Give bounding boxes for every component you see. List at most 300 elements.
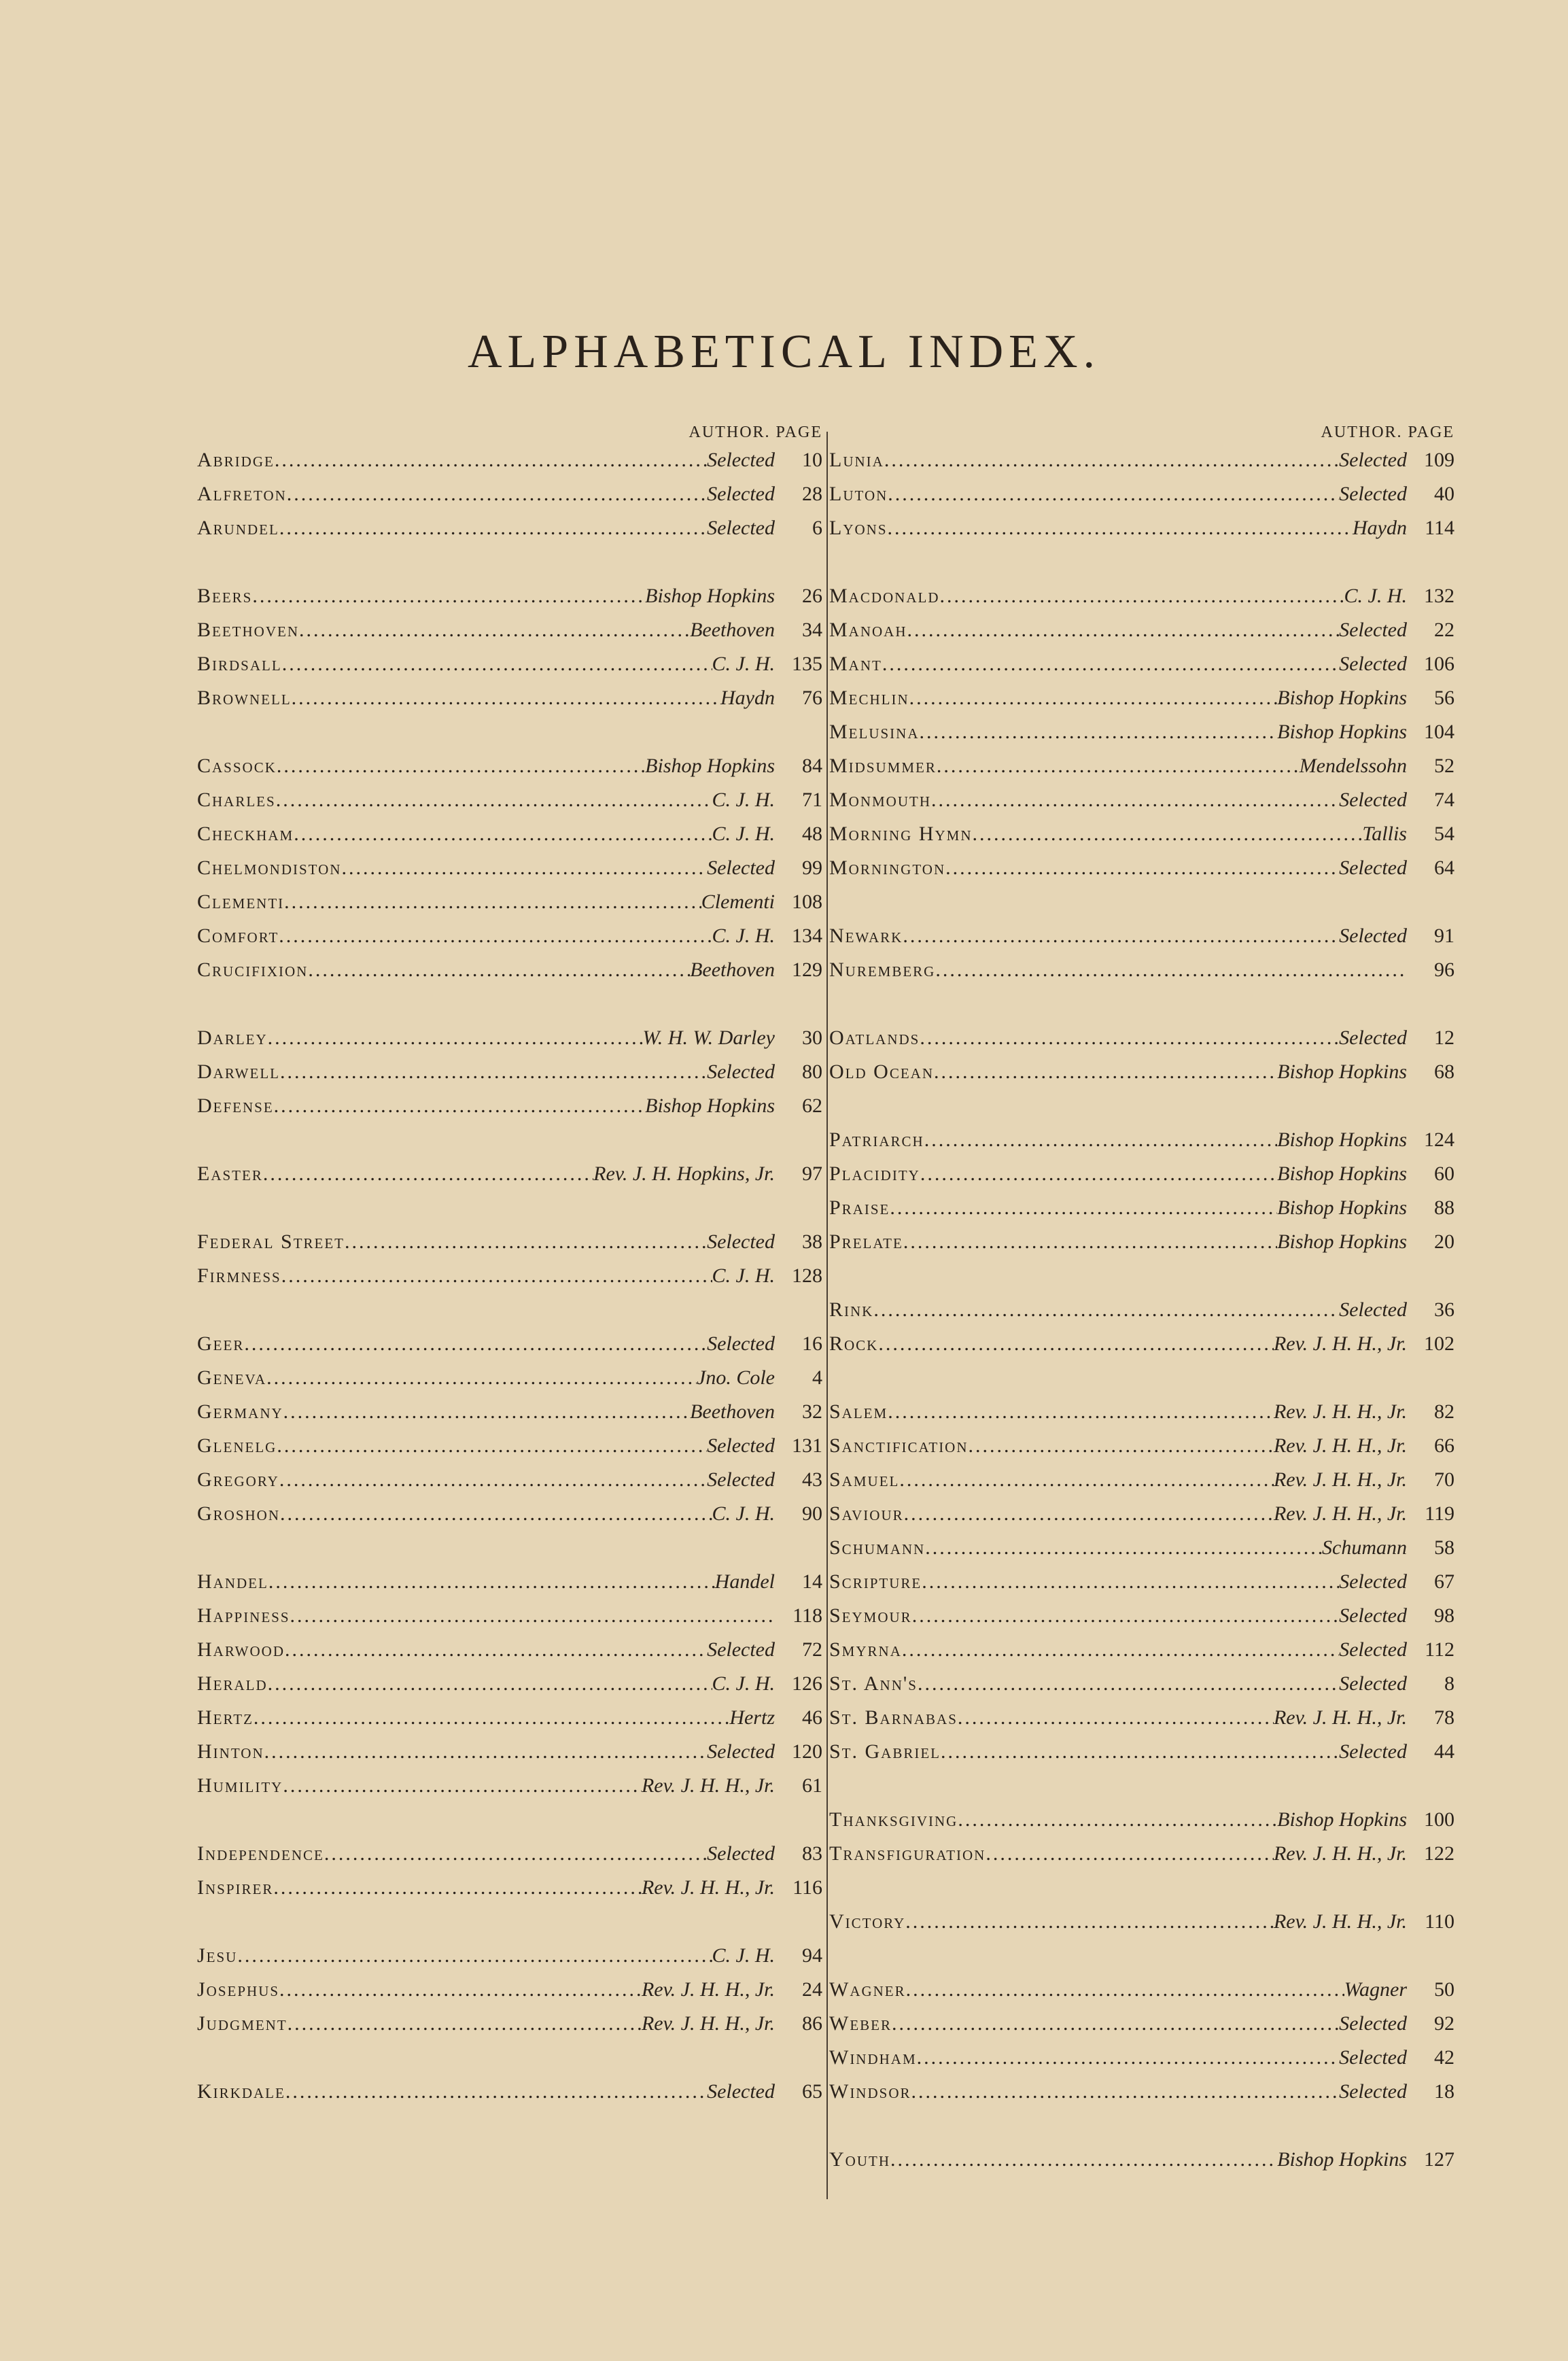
- tune-name: Saviour: [829, 1502, 904, 1525]
- column-header-right: AUTHOR. PAGE: [1321, 424, 1454, 441]
- author-name: Selected: [707, 483, 775, 505]
- dot-leader: [909, 681, 1278, 715]
- index-entry: [197, 443, 822, 477]
- index-entry: [197, 1327, 822, 1361]
- tune-name: Judgment: [197, 2012, 288, 2035]
- page-number: 134: [792, 925, 822, 947]
- page-number: 114: [1425, 517, 1454, 539]
- page-number: 99: [802, 857, 822, 879]
- page-number: 32: [802, 1400, 822, 1423]
- index-entry: [197, 2075, 822, 2109]
- dot-leader: [892, 2007, 1339, 2041]
- author-name: C. J. H.: [712, 823, 775, 845]
- author-name: Haydn: [720, 687, 775, 709]
- index-entry: [197, 1259, 822, 1293]
- tune-name: Beers: [197, 585, 253, 607]
- index-entry: [829, 1497, 1454, 1531]
- index-entry: [197, 1463, 822, 1497]
- dot-leader: [884, 443, 1339, 477]
- index-entry: [829, 1395, 1454, 1429]
- tune-name: Placidity: [829, 1162, 920, 1185]
- dot-leader: [277, 1429, 707, 1463]
- dot-leader: [282, 647, 712, 681]
- author-name: Selected: [1339, 1638, 1407, 1661]
- author-name: Tallis: [1362, 823, 1407, 845]
- page-number: 92: [1434, 2012, 1454, 2035]
- tune-name: Firmness: [197, 1264, 281, 1287]
- dot-leader: [252, 579, 645, 613]
- page-number: 38: [802, 1230, 822, 1253]
- author-name: C. J. H.: [1344, 585, 1407, 607]
- index-entry: [829, 1701, 1454, 1735]
- author-name: Rev. J. H. H., Jr.: [641, 1876, 775, 1899]
- tune-name: Chelmondiston: [197, 857, 342, 879]
- index-entry: [829, 1191, 1454, 1225]
- dot-leader: [973, 817, 1363, 851]
- index-entry: [829, 1463, 1454, 1497]
- index-entry: [829, 1531, 1454, 1565]
- index-entry: [829, 2007, 1454, 2041]
- index-entry: [829, 1837, 1454, 1871]
- tune-name: Abridge: [197, 449, 275, 471]
- author-name: Selected: [1339, 483, 1407, 505]
- author-name: C. J. H.: [712, 925, 775, 947]
- author-name: Selected: [707, 1061, 775, 1083]
- dot-leader: [920, 715, 1278, 749]
- dot-leader: [934, 1055, 1277, 1089]
- author-name: Hertz: [729, 1706, 775, 1729]
- index-entry: [829, 1905, 1454, 1939]
- tune-name: Morning Hymn: [829, 823, 973, 845]
- column-header-left: AUTHOR. PAGE: [689, 424, 822, 441]
- page-number: 70: [1434, 1468, 1454, 1491]
- index-entry: [829, 579, 1454, 613]
- dot-leader: [345, 1225, 707, 1259]
- dot-leader: [244, 1327, 707, 1361]
- tune-name: Checkham: [197, 823, 294, 845]
- page-number: 24: [802, 1978, 822, 2001]
- letter-group-gap: [197, 1905, 822, 1939]
- letter-group-gap: [197, 1803, 822, 1837]
- dot-leader: [324, 1837, 707, 1871]
- author-name: Bishop Hopkins: [645, 1095, 775, 1117]
- tune-name: Herald: [197, 1672, 268, 1695]
- index-entry: [197, 511, 822, 545]
- index-entry: [829, 2143, 1454, 2177]
- author-name: Bishop Hopkins: [1277, 1128, 1407, 1151]
- tune-name: Beethoven: [197, 619, 299, 641]
- index-entry: [829, 1565, 1454, 1599]
- author-name: Selected: [1339, 857, 1407, 879]
- letter-group-gap: [197, 1191, 822, 1225]
- index-entry: [197, 1089, 822, 1123]
- author-name: Selected: [1339, 1672, 1407, 1695]
- dot-leader: [273, 1871, 642, 1905]
- index-entry: [197, 1599, 822, 1633]
- dot-leader: [906, 1973, 1344, 2007]
- page-number: 132: [1424, 585, 1454, 607]
- index-entry: [197, 2007, 822, 2041]
- dot-leader: [924, 1123, 1277, 1157]
- page-number: 78: [1434, 1706, 1454, 1729]
- index-entry: [197, 1769, 822, 1803]
- dot-leader: [277, 749, 645, 783]
- dot-leader: [268, 1667, 712, 1701]
- author-name: Bishop Hopkins: [1277, 1162, 1407, 1185]
- tune-name: Sanctification: [829, 1434, 969, 1457]
- page-number: 91: [1434, 925, 1454, 947]
- page-number: 104: [1424, 721, 1454, 743]
- tune-name: Praise: [829, 1196, 890, 1219]
- author-name: Wagner: [1344, 1978, 1407, 2001]
- dot-leader: [287, 477, 707, 511]
- index-entry: [829, 1803, 1454, 1837]
- letter-group-gap: [829, 1769, 1454, 1803]
- letter-group-gap: [197, 715, 822, 749]
- dot-leader: [254, 1701, 729, 1735]
- author-name: Bishop Hopkins: [1277, 687, 1407, 709]
- author-name: Bishop Hopkins: [645, 585, 775, 607]
- page-number: 6: [812, 517, 822, 539]
- tune-name: Cassock: [197, 755, 277, 777]
- dot-leader: [285, 2075, 707, 2109]
- page-number: 108: [792, 891, 822, 913]
- page-number: 98: [1434, 1604, 1454, 1627]
- tune-name: Salem: [829, 1400, 888, 1423]
- letter-group-gap: [197, 2041, 822, 2075]
- letter-group-gap: [829, 987, 1454, 1021]
- index-entry: [829, 1021, 1454, 1055]
- author-name: Selected: [707, 1230, 775, 1253]
- tune-name: Hinton: [197, 1740, 264, 1763]
- dot-leader: [899, 1463, 1274, 1497]
- author-name: Rev. J. H. H., Jr.: [1273, 1332, 1407, 1355]
- dot-leader: [937, 749, 1300, 783]
- column-divider: [826, 432, 828, 2199]
- index-entry: [829, 1327, 1454, 1361]
- page-number: 131: [792, 1434, 822, 1457]
- letter-group-gap: [197, 1531, 822, 1565]
- author-name: Rev. J. H. H., Jr.: [641, 1774, 775, 1797]
- dot-leader: [283, 1769, 642, 1803]
- author-name: Rev. J. H. H., Jr.: [1273, 1706, 1407, 1729]
- page-number: 62: [802, 1095, 822, 1117]
- index-entry: [829, 919, 1454, 953]
- page-number: 94: [802, 1944, 822, 1967]
- author-name: Bishop Hopkins: [645, 755, 775, 777]
- author-name: Selected: [1339, 925, 1407, 947]
- tune-name: Handel: [197, 1570, 268, 1593]
- dot-leader: [903, 919, 1339, 953]
- index-entry: [829, 1123, 1454, 1157]
- index-entry: [197, 1735, 822, 1769]
- index-entry: [829, 1735, 1454, 1769]
- tune-name: Federal Street: [197, 1230, 345, 1253]
- dot-leader: [902, 1633, 1339, 1667]
- letter-group-gap: [829, 1089, 1454, 1123]
- index-entry: [197, 1871, 822, 1905]
- dot-leader: [873, 1293, 1339, 1327]
- index-entry: [197, 1395, 822, 1429]
- tune-name: Inspirer: [197, 1876, 274, 1899]
- dot-leader: [280, 1055, 707, 1089]
- page-number: 109: [1424, 449, 1454, 471]
- index-entry: [829, 1293, 1454, 1327]
- tune-name: Birdsall: [197, 653, 282, 675]
- index-entry: [829, 477, 1454, 511]
- author-name: Clementi: [701, 891, 775, 913]
- author-name: C. J. H.: [712, 653, 775, 675]
- author-name: Selected: [707, 1468, 775, 1491]
- tune-name: Darwell: [197, 1061, 280, 1083]
- dot-leader: [288, 2007, 642, 2041]
- author-name: Selected: [1339, 449, 1407, 471]
- dot-leader: [341, 851, 707, 885]
- author-name: Bishop Hopkins: [1277, 1196, 1407, 1219]
- author-name: Selected: [707, 1434, 775, 1457]
- dot-leader: [903, 1225, 1277, 1259]
- dot-leader: [917, 2041, 1339, 2075]
- tune-name: Independence: [197, 1842, 324, 1865]
- page-number: 71: [802, 789, 822, 811]
- page-number: 58: [1434, 1536, 1454, 1559]
- letter-group-gap: [197, 545, 822, 579]
- page-number: 54: [1434, 823, 1454, 845]
- author-name: Bishop Hopkins: [1277, 2148, 1407, 2171]
- tune-name: Rock: [829, 1332, 879, 1355]
- dot-leader: [290, 1599, 775, 1633]
- author-name: Beethoven: [690, 1400, 775, 1423]
- author-name: C. J. H.: [712, 1264, 775, 1287]
- index-entry: [829, 647, 1454, 681]
- index-entry: [197, 1021, 822, 1055]
- index-entry: [197, 579, 822, 613]
- page-number: 56: [1434, 687, 1454, 709]
- tune-name: Youth: [829, 2148, 890, 2171]
- tune-name: Josephus: [197, 1978, 280, 2001]
- page-number: 40: [1434, 483, 1454, 505]
- dot-leader: [285, 1633, 707, 1667]
- page-number: 72: [802, 1638, 822, 1661]
- index-entry: [829, 2075, 1454, 2109]
- author-name: Bishop Hopkins: [1277, 1230, 1407, 1253]
- dot-leader: [931, 783, 1339, 817]
- author-name: Handel: [714, 1570, 775, 1593]
- page-number: 126: [792, 1672, 822, 1695]
- page-number: 124: [1424, 1128, 1454, 1151]
- dot-leader: [268, 1021, 643, 1055]
- author-name: Selected: [1339, 653, 1407, 675]
- author-name: Rev. J. H. H., Jr.: [1273, 1468, 1407, 1491]
- tune-name: Windsor: [829, 2080, 911, 2103]
- page-number: 97: [802, 1162, 822, 1185]
- dot-leader: [890, 1191, 1277, 1225]
- dot-leader: [280, 1497, 712, 1531]
- author-name: Selected: [707, 517, 775, 539]
- page-number: 34: [802, 619, 822, 641]
- dot-leader: [940, 579, 1344, 613]
- dot-leader: [274, 1089, 646, 1123]
- dot-leader: [279, 511, 707, 545]
- index-entry: [829, 2041, 1454, 2075]
- dot-leader: [890, 2143, 1277, 2177]
- author-name: Rev. J. H. H., Jr.: [1273, 1434, 1407, 1457]
- dot-leader: [958, 1701, 1274, 1735]
- page-number: 106: [1424, 653, 1454, 675]
- page-number: 96: [1434, 959, 1454, 981]
- author-name: Selected: [1339, 1027, 1407, 1049]
- dot-leader: [878, 1327, 1274, 1361]
- dot-leader: [904, 1497, 1274, 1531]
- page-number: 28: [802, 483, 822, 505]
- tune-name: Victory: [829, 1910, 906, 1933]
- page-number: 22: [1434, 619, 1454, 641]
- dot-leader: [299, 613, 690, 647]
- tune-name: Smyrna: [829, 1638, 902, 1661]
- page-number: 76: [802, 687, 822, 709]
- tune-name: Wagner: [829, 1978, 906, 2001]
- page-number: 84: [802, 755, 822, 777]
- tune-name: St. Ann's: [829, 1672, 918, 1695]
- tune-name: Germany: [197, 1400, 283, 1423]
- dot-leader: [266, 1361, 697, 1395]
- page-number: 65: [802, 2080, 822, 2103]
- index-entry: [197, 681, 822, 715]
- tune-name: Gregory: [197, 1468, 279, 1491]
- dot-leader: [279, 1973, 642, 2007]
- author-name: Rev. J. H. H., Jr.: [1273, 1502, 1407, 1525]
- tune-name: Windham: [829, 2046, 917, 2069]
- page-number: 119: [1425, 1502, 1454, 1525]
- letter-group-gap: [829, 2109, 1454, 2143]
- author-name: W. H. W. Darley: [642, 1027, 775, 1049]
- tune-name: Geer: [197, 1332, 245, 1355]
- tune-name: Patriarch: [829, 1128, 924, 1151]
- index-entry: [197, 1633, 822, 1667]
- page-number: 14: [802, 1570, 822, 1593]
- dot-leader: [279, 919, 712, 953]
- index-entry: [197, 1837, 822, 1871]
- author-name: Jno. Cole: [697, 1366, 775, 1389]
- author-name: Selected: [1339, 1740, 1407, 1763]
- right-column: [829, 421, 1454, 2177]
- tune-name: Mechlin: [829, 687, 909, 709]
- tune-name: Mant: [829, 653, 882, 675]
- dot-leader: [905, 1905, 1274, 1939]
- index-entry: [197, 1157, 822, 1191]
- dot-leader: [237, 1939, 712, 1973]
- page-number: 60: [1434, 1162, 1454, 1185]
- dot-leader: [920, 1157, 1277, 1191]
- author-name: C. J. H.: [712, 789, 775, 811]
- tune-name: St. Barnabas: [829, 1706, 958, 1729]
- index-entry: [197, 919, 822, 953]
- index-entry: [829, 1599, 1454, 1633]
- tune-name: Prelate: [829, 1230, 903, 1253]
- index-entry: [197, 851, 822, 885]
- page-number: 118: [792, 1604, 822, 1627]
- tune-name: Samuel: [829, 1468, 900, 1491]
- tune-name: Oatlands: [829, 1027, 920, 1049]
- dot-leader: [907, 613, 1340, 647]
- dot-leader: [911, 2075, 1340, 2109]
- index-entry: [829, 783, 1454, 817]
- page-number: 66: [1434, 1434, 1454, 1457]
- tune-name: Harwood: [197, 1638, 285, 1661]
- author-name: Rev. J. H. H., Jr.: [641, 2012, 775, 2035]
- index-entry: [829, 1429, 1454, 1463]
- tune-name: Schumann: [829, 1536, 926, 1559]
- tune-name: Groshon: [197, 1502, 281, 1525]
- index-entry: [829, 1667, 1454, 1701]
- page-number: 48: [802, 823, 822, 845]
- page-number: 67: [1434, 1570, 1454, 1593]
- tune-name: Nuremberg: [829, 959, 936, 981]
- tune-name: Geneva: [197, 1366, 267, 1389]
- index-entry: [197, 477, 822, 511]
- index-entry: [829, 953, 1454, 987]
- letter-group-gap: [197, 987, 822, 1021]
- tune-name: Glenelg: [197, 1434, 277, 1457]
- page-number: 122: [1424, 1842, 1454, 1865]
- tune-name: Thanksgiving: [829, 1808, 958, 1831]
- dot-leader: [941, 1735, 1339, 1769]
- letter-group-gap: [829, 1871, 1454, 1905]
- letter-group-gap: [829, 1361, 1454, 1395]
- page-number: 43: [802, 1468, 822, 1491]
- author-name: Bishop Hopkins: [1277, 1808, 1407, 1831]
- page-number: 129: [792, 959, 822, 981]
- author-name: Selected: [1339, 789, 1407, 811]
- index-entry: [197, 1565, 822, 1599]
- page-number: 4: [812, 1366, 822, 1389]
- page-number: 26: [802, 585, 822, 607]
- dot-leader: [882, 647, 1339, 681]
- index-entry: [829, 681, 1454, 715]
- tune-name: Brownell: [197, 687, 292, 709]
- tune-name: St. Gabriel: [829, 1740, 941, 1763]
- dot-leader: [276, 783, 712, 817]
- tune-name: Darley: [197, 1027, 268, 1049]
- index-entry: [197, 885, 822, 919]
- index-entry: [197, 783, 822, 817]
- index-entry: [829, 1973, 1454, 2007]
- dot-leader: [969, 1429, 1274, 1463]
- tune-name: Defense: [197, 1095, 274, 1117]
- dot-leader: [922, 1565, 1339, 1599]
- index-entry: [829, 443, 1454, 477]
- dot-leader: [888, 511, 1353, 545]
- tune-name: Weber: [829, 2012, 892, 2035]
- page-number: 42: [1434, 2046, 1454, 2069]
- dot-leader: [958, 1803, 1277, 1837]
- author-name: Beethoven: [690, 959, 775, 981]
- dot-leader: [268, 1565, 715, 1599]
- dot-leader: [284, 885, 701, 919]
- dot-leader: [945, 851, 1339, 885]
- index-entry: [197, 1973, 822, 2007]
- author-name: C. J. H.: [712, 1672, 775, 1695]
- tune-name: Scripture: [829, 1570, 922, 1593]
- page-number: 83: [802, 1842, 822, 1865]
- page-number: 80: [802, 1061, 822, 1083]
- index-entry: [197, 1361, 822, 1395]
- tune-name: Rink: [829, 1298, 874, 1321]
- tune-name: Midsummer: [829, 755, 937, 777]
- tune-name: Transfiguration: [829, 1842, 986, 1865]
- letter-group-gap: [829, 545, 1454, 579]
- tune-name: Macdonald: [829, 585, 940, 607]
